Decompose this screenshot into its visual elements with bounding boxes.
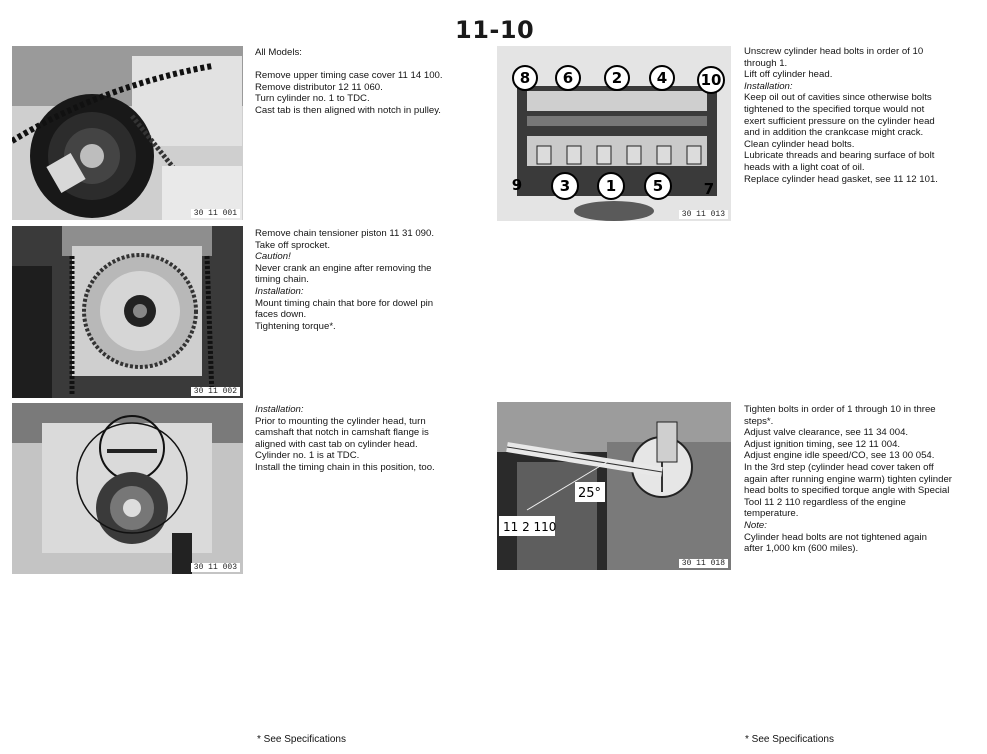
text-line: Take off sprocket. xyxy=(255,239,331,251)
photo-id: 30 11 001 xyxy=(191,209,240,218)
text-line: Lift off cylinder head. xyxy=(744,69,833,81)
text-line: Cylinder head bolts are not tightened again xyxy=(744,531,927,543)
photo-torque-angle-tool xyxy=(497,402,731,570)
sprocket-photo-illustration xyxy=(12,226,243,398)
text-block-3 xyxy=(255,404,485,474)
text-line: Adjust engine idle speed/CO, see 13 00 054. xyxy=(744,450,935,462)
text-line: exert sufficient pressure on the cylinder head xyxy=(744,115,935,127)
photo-bolt-sequence xyxy=(497,46,731,221)
bolt-number: 9 xyxy=(511,176,523,194)
footnote-right: * See Specifications xyxy=(745,734,834,745)
text-line: Tightening torque*. xyxy=(255,320,336,332)
text-block-2 xyxy=(255,228,485,332)
text-line: Remove chain tensioner piston 11 31 090. xyxy=(255,228,435,239)
bolt-number: 8 xyxy=(519,69,531,87)
text-line: temperature. xyxy=(744,508,799,520)
installation-label: Installation: xyxy=(744,80,793,92)
photo-crankshaft-pulley xyxy=(12,46,243,220)
text-line: Cylinder no. 1 is at TDC. xyxy=(255,450,360,462)
text-line: Adjust ignition timing, see 12 11 004. xyxy=(744,438,901,450)
bolt-sequence-illustration xyxy=(497,46,731,221)
text-block-4 xyxy=(744,46,982,185)
text-line: Lubricate threads and bearing surface of bolt xyxy=(744,150,935,162)
text-line: Mount timing chain that bore for dowel pin xyxy=(255,297,434,309)
page-number: 11-10 xyxy=(455,16,535,44)
text-line: steps*. xyxy=(744,415,774,427)
footnote-left: * See Specifications xyxy=(257,734,346,745)
text-line: Never crank an engine after removing the xyxy=(255,262,432,274)
text-line: All Models: xyxy=(255,47,302,58)
text-block-5 xyxy=(744,404,982,555)
text-line: Tighten bolts in order of 1 through 10 in three xyxy=(744,404,936,415)
note-label: Note: xyxy=(744,519,767,531)
text-line: In the 3rd step (cylinder head cover taken off xyxy=(744,461,934,473)
photo-camshaft-flange xyxy=(12,403,243,574)
bolt-number: 7 xyxy=(703,180,715,198)
bolt-number: 1 xyxy=(605,177,617,195)
text-line: aligned with cast tab on cylinder head. xyxy=(255,438,418,450)
photo-id: 30 11 013 xyxy=(679,210,728,219)
text-line: Install the timing chain in this position, too. xyxy=(255,461,435,473)
text-line: Remove upper timing case cover 11 14 100. xyxy=(255,70,443,82)
bolt-number: 5 xyxy=(652,177,664,195)
text-line: timing chain. xyxy=(255,274,309,286)
angle-label: 25° xyxy=(578,486,602,501)
torque-tool-illustration xyxy=(497,402,731,570)
text-line: Keep oil out of cavities since otherwise bolts xyxy=(744,92,932,104)
tool-label: 11 2 110 xyxy=(503,520,557,534)
text-line: and in addition the crankcase might crack. xyxy=(744,127,924,139)
text-line: heads with a light coat of oil. xyxy=(744,161,865,173)
text-line: after 1,000 km (600 miles). xyxy=(744,543,859,555)
installation-label: Installation: xyxy=(255,285,304,297)
text-line: Replace cylinder head gasket, see 11 12 101. xyxy=(744,173,938,185)
bolt-number: 6 xyxy=(562,69,574,87)
text-line: Remove distributor 12 11 060. xyxy=(255,81,383,93)
text-line: Clean cylinder head bolts. xyxy=(744,138,855,150)
text-line: tightened to the specified torque would not xyxy=(744,103,925,115)
photo-id: 30 11 003 xyxy=(191,563,240,572)
text-line: Adjust valve clearance, see 11 34 004. xyxy=(744,427,909,439)
text-line: Turn cylinder no. 1 to TDC. xyxy=(255,93,370,105)
text-line: camshaft that notch in camshaft flange is xyxy=(255,427,429,439)
text-line: again after running engine warm) tighten cylinder xyxy=(744,473,952,485)
bolt-number: 2 xyxy=(611,69,623,87)
text-line: Tool 11 2 110 regardless of the engine xyxy=(744,496,906,508)
installation-label: Installation: xyxy=(255,404,304,415)
bolt-number: 4 xyxy=(656,69,668,87)
photo-id: 30 11 018 xyxy=(679,559,728,568)
pulley-photo-illustration xyxy=(12,46,243,220)
text-block-1 xyxy=(255,47,485,117)
text-line: Cast tab is then aligned with notch in pulley. xyxy=(255,104,441,116)
caution-label: Caution! xyxy=(255,251,291,263)
text-gap xyxy=(255,59,485,71)
photo-id: 30 11 002 xyxy=(191,387,240,396)
text-line: faces down. xyxy=(255,309,307,321)
bolt-number: 3 xyxy=(559,177,571,195)
bolt-number: 10 xyxy=(700,71,722,89)
photo-timing-sprocket xyxy=(12,226,243,398)
text-line: head bolts to specified torque angle with Special xyxy=(744,485,950,497)
text-line: Prior to mounting the cylinder head, turn xyxy=(255,415,426,427)
text-line: Unscrew cylinder head bolts in order of 10 xyxy=(744,46,924,57)
camshaft-photo-illustration xyxy=(12,403,243,574)
text-line: through 1. xyxy=(744,57,788,69)
